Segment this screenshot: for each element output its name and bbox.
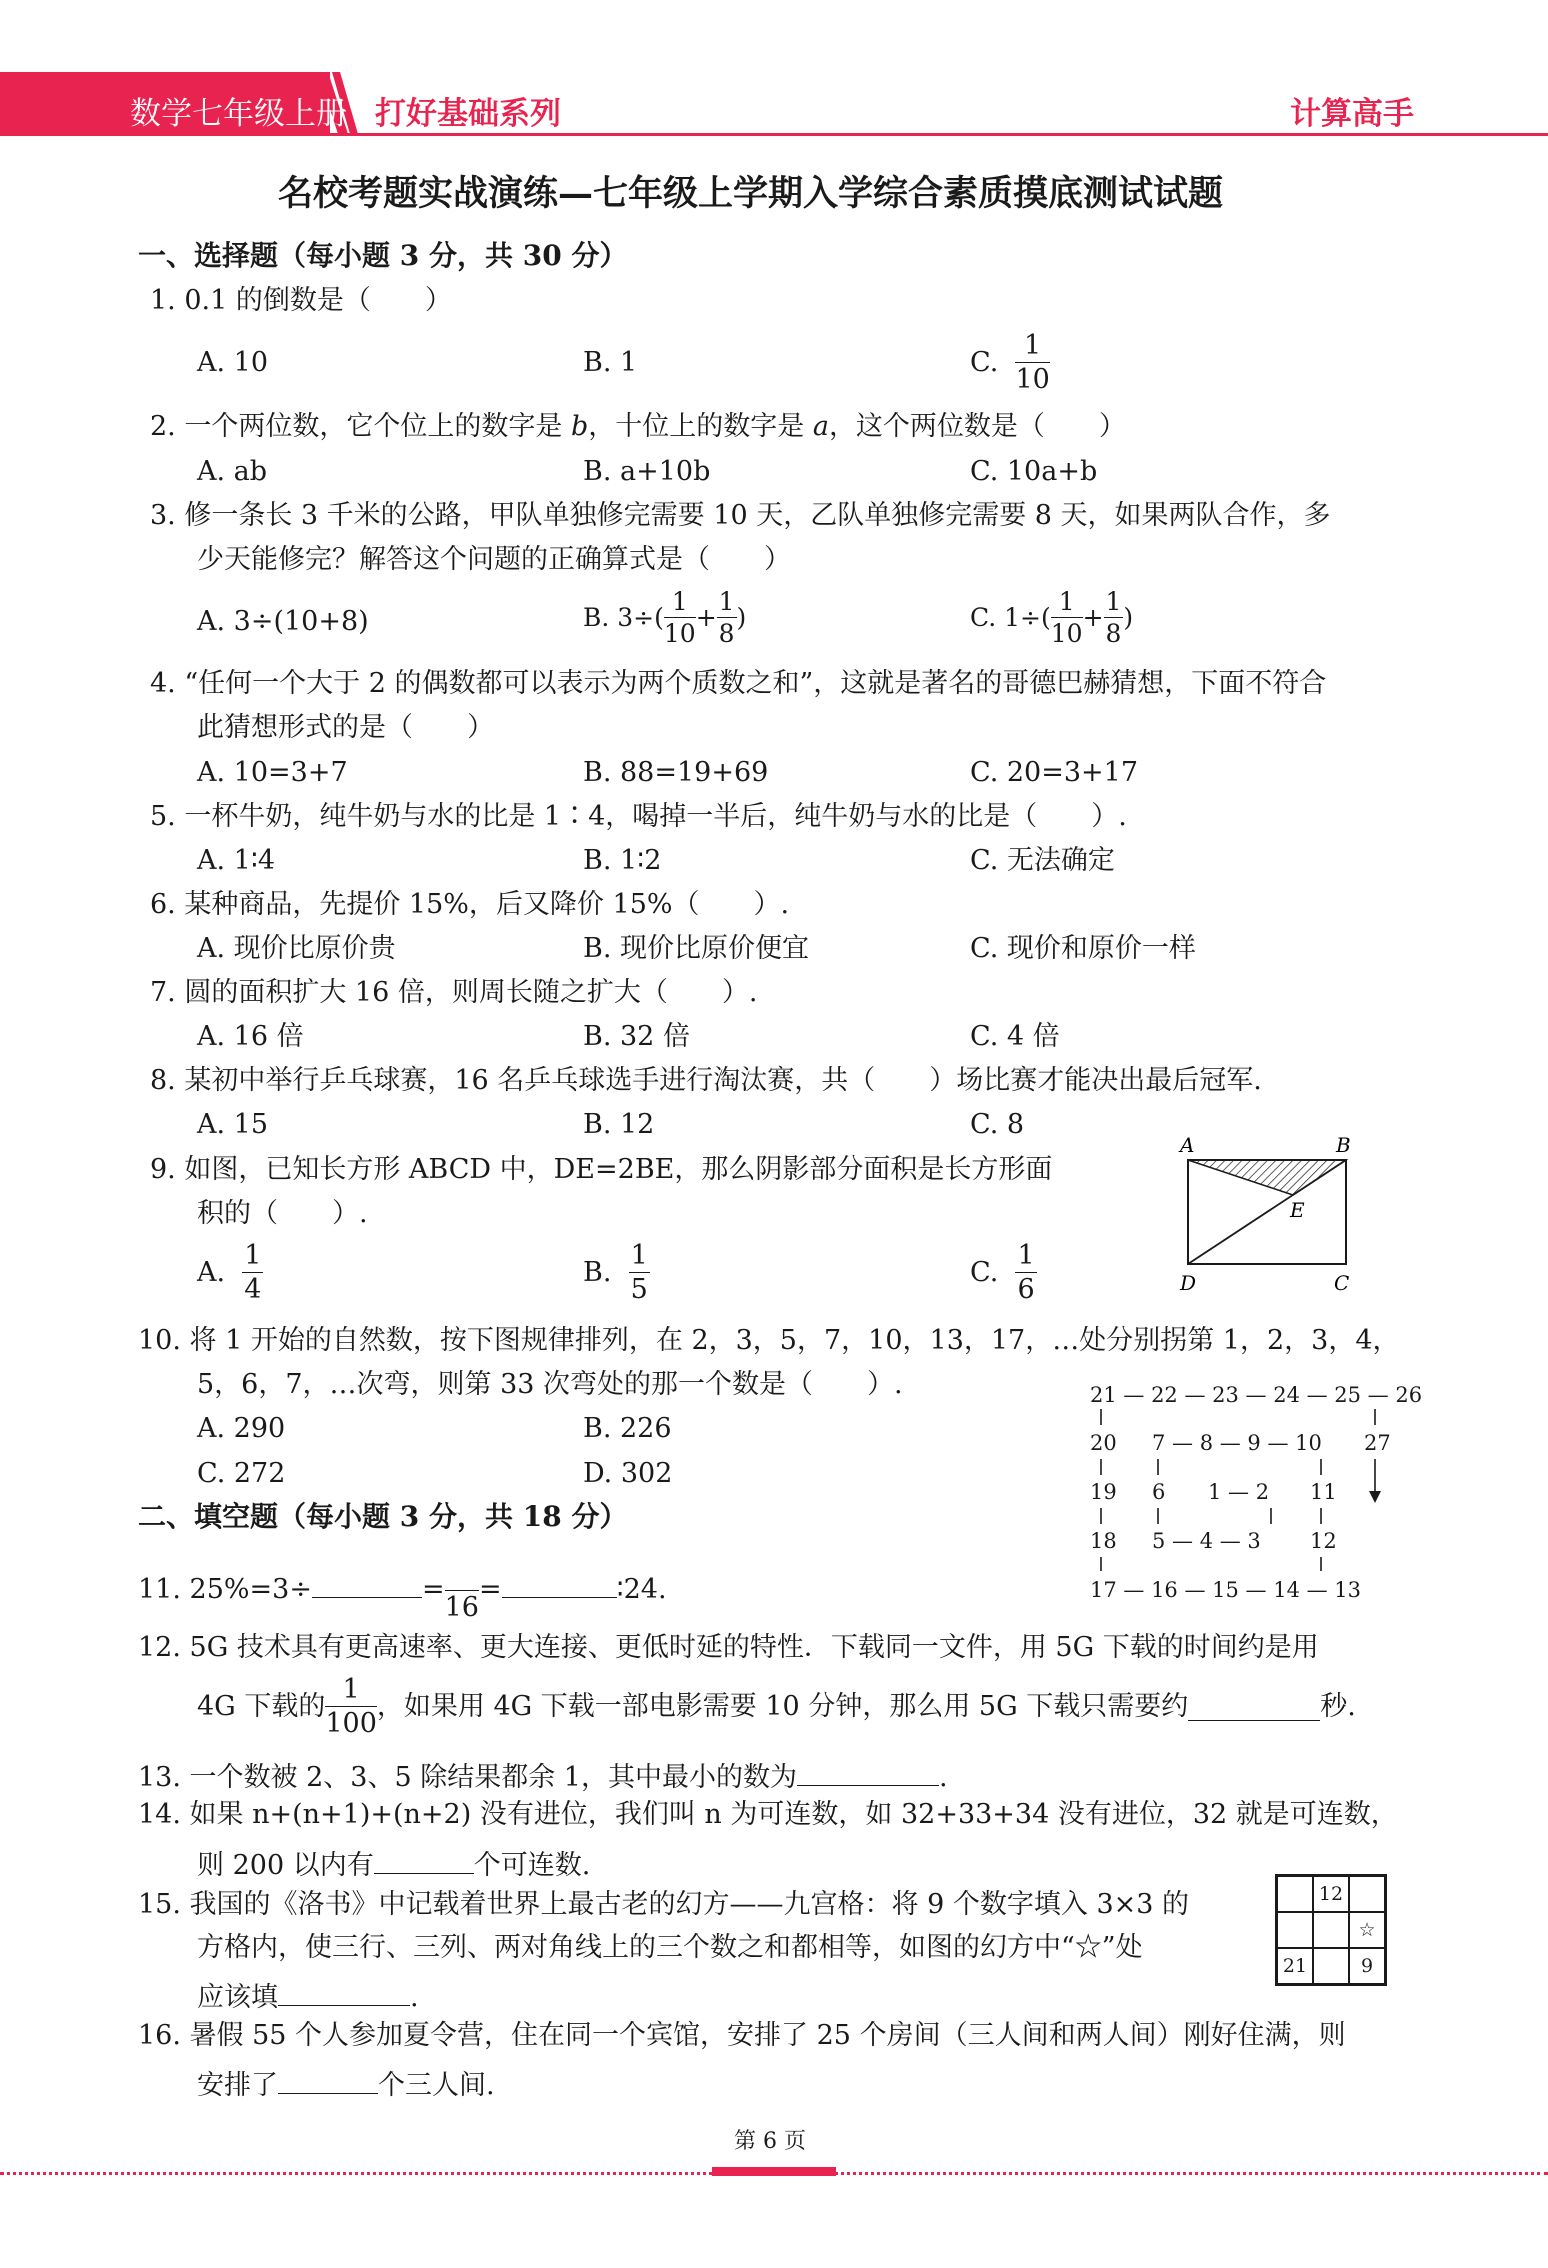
q5-option-c: C. 无法确定 [970, 845, 1115, 876]
magic-square [1275, 1874, 1387, 1986]
page-number: 第 6 页 [734, 2129, 806, 2154]
spiral-row-2-left: 20 [1090, 1431, 1117, 1455]
q13: 13. 一个数被 2、3、5 除结果都余 1，其中最小的数为 . [138, 1758, 948, 1791]
q15-line3: 应该填 . [197, 1978, 419, 2011]
q12-line2: 4G 下载的 $\frac{1}{100}$ ，如果用 4G 下载一部电影需要 10 分钟，那么用 5G 下载只需要约 秒. [197, 1674, 1356, 1739]
spiral-row-3-b: 6 [1152, 1480, 1166, 1504]
spiral-row-2-mid: 7 — 8 — 9 — 10 [1152, 1431, 1322, 1455]
q8-option-b: B. 12 [583, 1109, 655, 1140]
q15-line1: 15. 我国的《洛书》中记载着世界上最古老的幻方——九宫格：将 9 个数字填入 3×3 的 [138, 1889, 1190, 1920]
q10-option-d: D. 302 [583, 1458, 673, 1489]
q10-line2: 5，6，7，…次弯，则第 33 次弯处的那一个数是（ ）. [197, 1369, 903, 1400]
series-label: 打好基础系列 [375, 96, 561, 132]
q9-option-c: C. $\frac{1}{6}$ [970, 1240, 1035, 1305]
q6-option-b: B. 现价比原价便宜 [583, 933, 810, 964]
q7-stem: 7. 圆的面积扩大 16 倍，则周长随之扩大（ ）. [150, 977, 758, 1008]
q1-option-a: A. 10 [197, 347, 269, 378]
q10-line1: 10. 将 1 开始的自然数，按下图规律排列，在 2，3，5，7，10，13，17，…处分别拐第 1，2，3，4， [138, 1325, 1400, 1356]
q12-line1: 12. 5G 技术具有更高速率、更大连接、更低时延的特性．下载同一文件，用 5G 下载的时间约是用 [138, 1632, 1319, 1663]
q16-line2: 安排了 个三人间. [197, 2066, 495, 2099]
spiral-row-5: 17 — 16 — 15 — 14 — 13 [1090, 1578, 1362, 1602]
magic-cell [1313, 1912, 1349, 1948]
q9-option-b: B. $\frac{1}{5}$ [583, 1240, 648, 1305]
q4-option-b: B. 88=19+69 [583, 757, 769, 788]
section-heading-fill: 二、填空题（每小题 3 分，共 18 分） [138, 1500, 628, 1533]
q14-line1: 14. 如果 n+(n+1)+(n+2) 没有进位，我们叫 n 为可连数，如 32+33+34 没有进位，32 就是可连数， [138, 1799, 1398, 1830]
spiral-row-1: 21 — 22 — 23 — 24 — 25 — 26 [1090, 1383, 1423, 1407]
q15-line2: 方格内，使三行、三列、两对角线上的三个数之和都相等，如图的幻方中“☆”处 [197, 1932, 1143, 1963]
answer-blank [1188, 1693, 1320, 1721]
q8-option-a: A. 15 [197, 1109, 269, 1140]
q9-line1: 9. 如图，已知长方形 ABCD 中，DE=2BE，那么阴影部分面积是长方形面 [150, 1154, 1053, 1185]
q1-option-b: B. 1 [583, 347, 638, 378]
shaded-triangle [1188, 1160, 1346, 1195]
brand-label: 计算高手 [1290, 96, 1414, 132]
q6-option-c: C. 现价和原价一样 [970, 933, 1196, 964]
label-a: A [1180, 1133, 1195, 1157]
q3-option-b: B. 3÷( $\frac{1}{10}$ + $\frac{1}{8}$ ) [583, 587, 747, 648]
q1-stem: 1. 0.1 的倒数是（ ） [150, 285, 452, 316]
spiral-row-3-right: 11 [1310, 1480, 1337, 1504]
label-d: D [1180, 1271, 1197, 1295]
q4-option-a: A. 10=3+7 [197, 757, 348, 788]
label-e: E [1290, 1198, 1305, 1222]
q5-option-a: A. 1∶4 [197, 845, 276, 876]
spiral-row-4-left: 18 [1090, 1529, 1117, 1553]
q1-option-c: C. $\frac{1}{10}$ [970, 330, 1050, 395]
header-rule [0, 133, 1548, 136]
q9-rectangle-figure [1170, 1130, 1360, 1300]
q9-option-a: A. $\frac{1}{4}$ [197, 1240, 262, 1305]
q9-line2: 积的（ ）. [197, 1198, 368, 1229]
q3-option-c: C. 1÷( $\frac{1}{10}$ + $\frac{1}{8}$ ) [970, 587, 1134, 648]
page-title: 名校考题实战演练—七年级上学期入学综合素质摸底测试试题 [278, 173, 1224, 214]
q3-line1: 3. 修一条长 3 千米的公路，甲队单独修完需要 10 天，乙队单独修完需要 8 天，如果两队合作，多 [150, 500, 1331, 531]
q10-option-c: C. 272 [197, 1458, 286, 1489]
magic-cell: 12 [1313, 1876, 1349, 1912]
magic-cell: 21 [1277, 1948, 1313, 1984]
spiral-row-2-right: 27 [1364, 1431, 1391, 1455]
q4-option-c: C. 20=3+17 [970, 757, 1138, 788]
q2-option-a: A. ab [197, 456, 268, 487]
label-c: C [1334, 1271, 1350, 1295]
q7-option-b: B. 32 倍 [583, 1021, 690, 1052]
section-heading-choice: 一、选择题（每小题 3 分，共 30 分） [138, 239, 628, 272]
spiral-row-4-mid: 5 — 4 — 3 [1152, 1529, 1261, 1553]
q10-option-b: B. 226 [583, 1413, 672, 1444]
magic-cell [1277, 1912, 1313, 1948]
answer-blank [278, 1978, 410, 2006]
footer-accent-bar [712, 2167, 836, 2176]
q6-option-a: A. 现价比原价贵 [197, 933, 396, 964]
answer-blank [502, 1570, 617, 1598]
q14-line2: 则 200 以内有 个可连数. [197, 1846, 590, 1879]
magic-cell: 9 [1349, 1948, 1385, 1984]
spiral-row-3-c: 1 — 2 [1208, 1480, 1270, 1504]
answer-blank [797, 1758, 939, 1786]
q2-option-c: C. 10a+b [970, 456, 1098, 487]
answer-blank [312, 1570, 422, 1598]
magic-cell [1313, 1948, 1349, 1984]
q7-option-c: C. 4 倍 [970, 1021, 1060, 1052]
q7-option-a: A. 16 倍 [197, 1021, 304, 1052]
book-label: 数学七年级上册 [130, 96, 347, 132]
q11: 11. 25%=3÷ = 16 = ∶24. [138, 1570, 667, 1621]
q8-option-c: C. 8 [970, 1109, 1025, 1140]
q5-option-b: B. 1∶2 [583, 845, 662, 876]
q2-option-b: B. a+10b [583, 456, 711, 487]
fraction: $\frac{1}{10}$ [1015, 330, 1050, 395]
answer-blank [374, 1846, 474, 1874]
q8-stem: 8. 某初中举行乒乓球赛，16 名乒乓球选手进行淘汰赛，共（ ）场比赛才能决出最后冠军. [150, 1065, 1262, 1096]
q3-line2: 少天能修完？解答这个问题的正确算式是（ ） [197, 544, 791, 575]
label-b: B [1336, 1133, 1351, 1157]
spiral-connectors [1085, 1405, 1405, 1585]
answer-blank [278, 2066, 378, 2094]
q4-line1: 4. “任何一个大于 2 的偶数都可以表示为两个质数之和”，这就是著名的哥德巴赫猜想，下面不符合 [150, 668, 1327, 699]
spiral-row-3-left: 19 [1090, 1480, 1117, 1504]
q10-option-a: A. 290 [197, 1413, 286, 1444]
q3-option-a: A. 3÷(10+8) [197, 606, 369, 637]
spiral-row-4-right: 12 [1310, 1529, 1337, 1553]
down-arrow-icon [1369, 1491, 1381, 1503]
star-icon: ☆ [1349, 1912, 1385, 1948]
magic-cell [1349, 1876, 1385, 1912]
q16-line1: 16. 暑假 55 个人参加夏令营，住在同一个宾馆，安排了 25 个房间（三人间和两人间）刚好住满，则 [138, 2020, 1346, 2051]
q5-stem: 5. 一杯牛奶，纯牛奶与水的比是 1∶4，喝掉一半后，纯牛奶与水的比是（ ）. [150, 801, 1127, 832]
q4-line2: 此猜想形式的是（ ） [197, 712, 494, 743]
magic-cell [1277, 1876, 1313, 1912]
q6-stem: 6. 某种商品，先提价 15%，后又降价 15%（ ）. [150, 889, 790, 920]
q2-stem: 2. 一个两位数，它个位上的数字是 b，十位上的数字是 a，这个两位数是（ ） [150, 411, 1126, 442]
